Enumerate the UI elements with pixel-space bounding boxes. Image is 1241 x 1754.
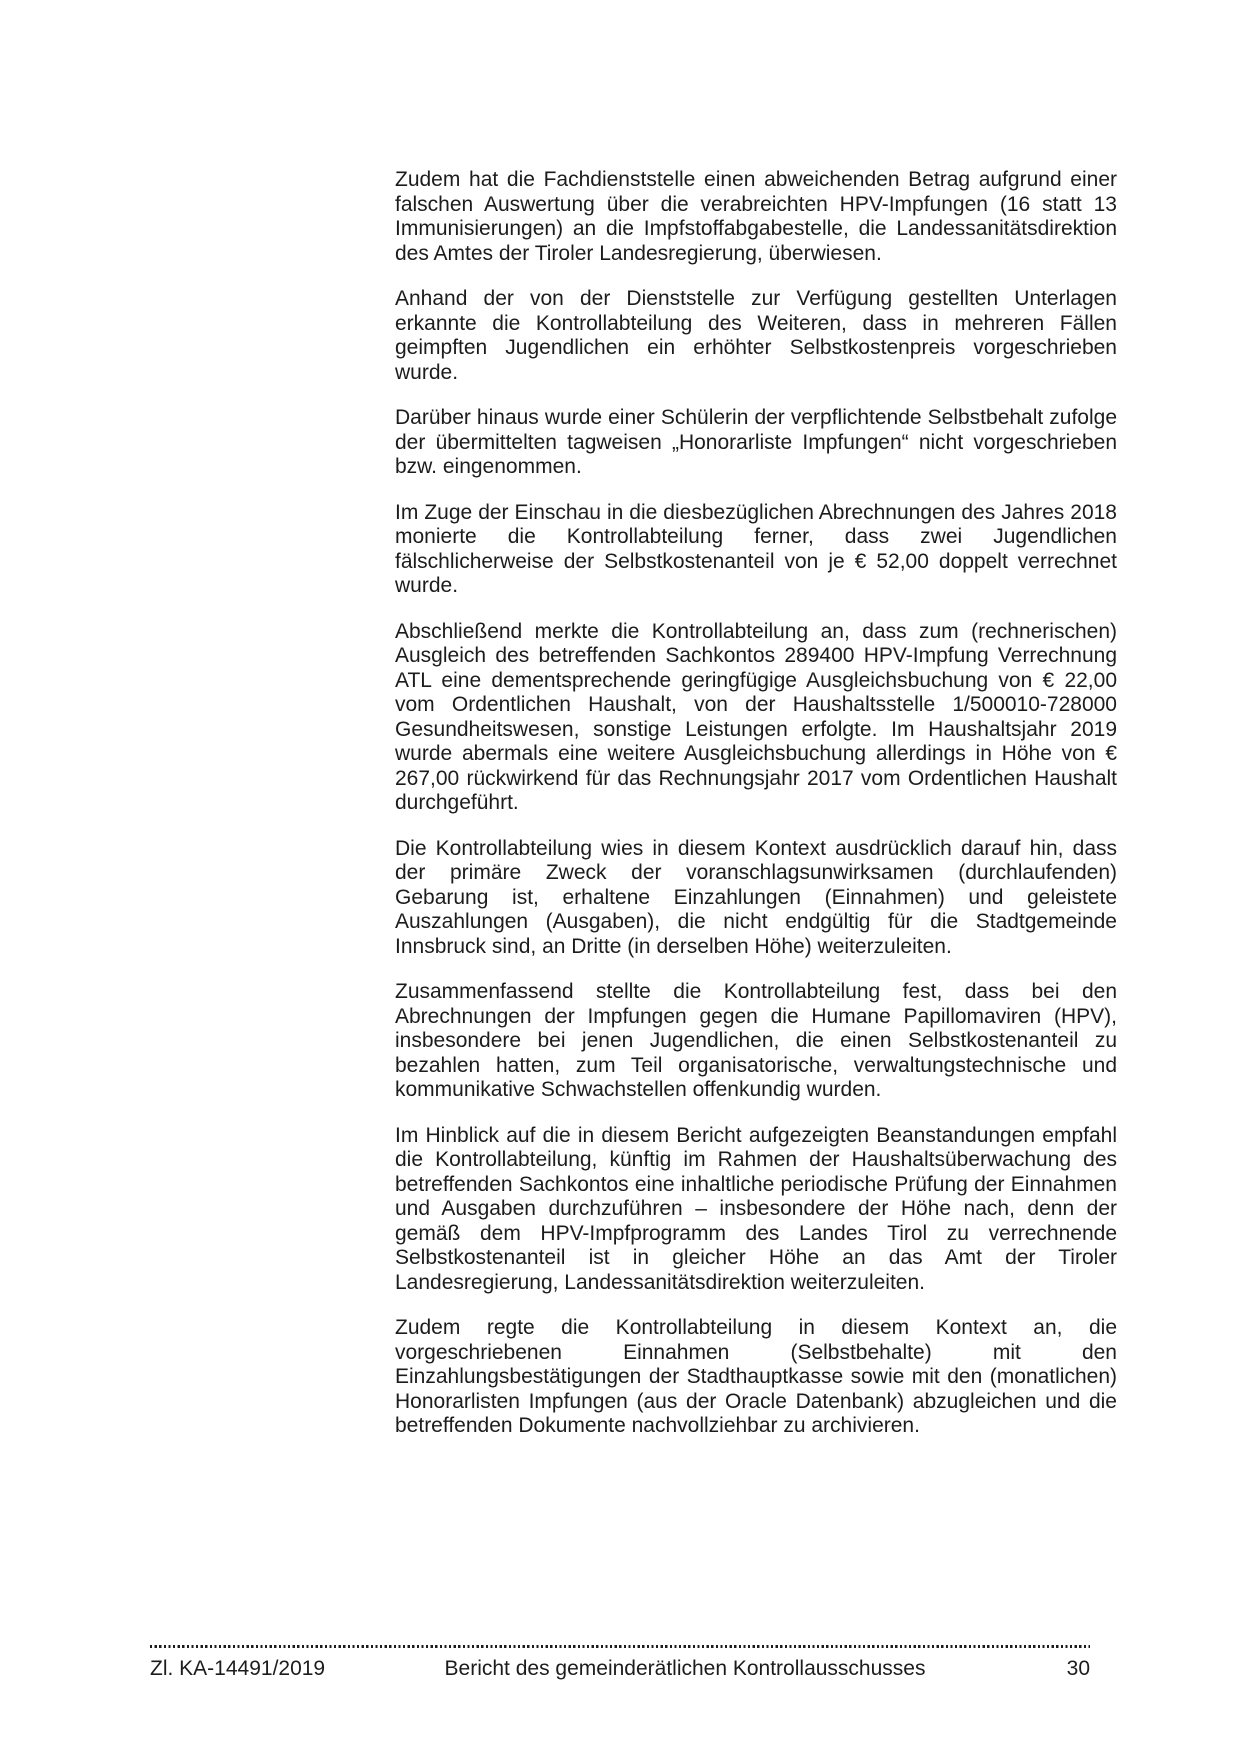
body-paragraph: Zudem regte die Kontrollabteilung in diesem Kontext an, die vorgeschriebenen Einnahmen (Selbstbehalte) mit den Einzahlungsbestätigungen der Stadthauptkasse sowie mit den (monatlichen) Honorarlisten Impfungen (aus der Oracle Datenbank) abzugleichen und die betreffenden Dokumente nachvollziehbar zu archivieren. xyxy=(395,1316,1117,1437)
body-paragraph: Im Hinblick auf die in diesem Bericht aufgezeigten Beanstandungen empfahl die Kontrollabteilung, künftig im Rahmen der Haushaltsüberwachung des betreffenden Sachkontos eine inhaltliche periodische Prüfung der Einnahmen und Ausgaben durchzuführen – insbesondere der Höhe nach, denn der gemäß dem HPV-Impfprogramm des Landes Tirol zu verrechnende Selbstkostenanteil ist in gleicher Höhe an das Amt der Tiroler Landesregierung, Landessanitätsdirektion weiterzuleiten. xyxy=(395,1123,1117,1294)
body-paragraph: Die Kontrollabteilung wies in diesem Kontext ausdrücklich darauf hin, dass der primäre Zweck der voranschlagsunwirksamen (durchlaufenden) Gebarung ist, erhaltene Einzahlungen (Einnahmen) und geleistete Auszahlungen (Ausgaben), die nicht endgültig für die Stadtgemeinde Innsbruck sind, an Dritte (in derselben Höhe) weiterzuleiten. xyxy=(395,836,1117,958)
body-paragraph: Im Zuge der Einschau in die diesbezüglichen Abrechnungen des Jahres 2018 monierte die Kontrollabteilung ferner, dass zwei Jugendlichen fälschlicherweise der Selbstkostenanteil von je € 52,00 doppelt verrechnet wurde. xyxy=(395,500,1117,597)
body-paragraph: Darüber hinaus wurde einer Schülerin der verpflichtende Selbstbehalt zufolge der übermittelten tagweisen „Honorarliste Impfungen“ nicht vorgeschrieben bzw. eingenommen. xyxy=(395,406,1117,478)
footer-page-number: 30 xyxy=(1066,1657,1090,1680)
body-paragraph: Zudem hat die Fachdienststelle einen abweichenden Betrag aufgrund einer falschen Auswertung über die verabreichten HPV-Impfungen (16 statt 13 Immunisierungen) an die Impfstoffabgabestelle, die Landessanitätsdirektion des Amtes der Tiroler Landesregierung, überwiesen. xyxy=(395,168,1117,265)
page-footer xyxy=(150,1645,1090,1681)
document-body xyxy=(395,168,1117,1460)
body-paragraph: Anhand der von der Dienststelle zur Verfügung gestellten Unterlagen erkannte die Kontrollabteilung des Weiteren, dass in mehreren Fällen geimpften Jugendlichen ein erhöhter Selbstkostenpreis vorgeschrieben wurde. xyxy=(395,287,1117,384)
footer-reference: Zl. KA-14491/2019 xyxy=(150,1657,326,1680)
footer-document-title: Bericht des gemeinderätlichen Kontrollausschusses xyxy=(444,1657,926,1680)
footer-divider xyxy=(150,1645,1090,1648)
footer-row xyxy=(150,1656,1090,1681)
body-paragraph: Abschließend merkte die Kontrollabteilung an, dass zum (rechnerischen) Ausgleich des betreffenden Sachkontos 289400 HPV-Impfung Verrechnung ATL eine dementsprechende geringfügige Ausgleichsbuchung von € 22,00 vom Ordentlichen Haushalt, von der Haushaltsstelle 1/500010-728000 Gesundheitswesen, sonstige Leistungen erfolgte. Im Haushaltsjahr 2019 wurde abermals eine weitere Ausgleichsbuchung allerdings in Höhe von € 267,00 rückwirkend für das Rechnungsjahr 2017 vom Ordentlichen Haushalt durchgeführt. xyxy=(395,619,1117,814)
body-paragraph: Zusammenfassend stellte die Kontrollabteilung fest, dass bei den Abrechnungen der Impfungen gegen die Humane Papillomaviren (HPV), insbesondere bei jenen Jugendlichen, die einen Selbstkostenanteil zu bezahlen hatten, zum Teil organisatorische, verwaltungstechnische und kommunikative Schwachstellen offenkundig wurden. xyxy=(395,980,1117,1101)
